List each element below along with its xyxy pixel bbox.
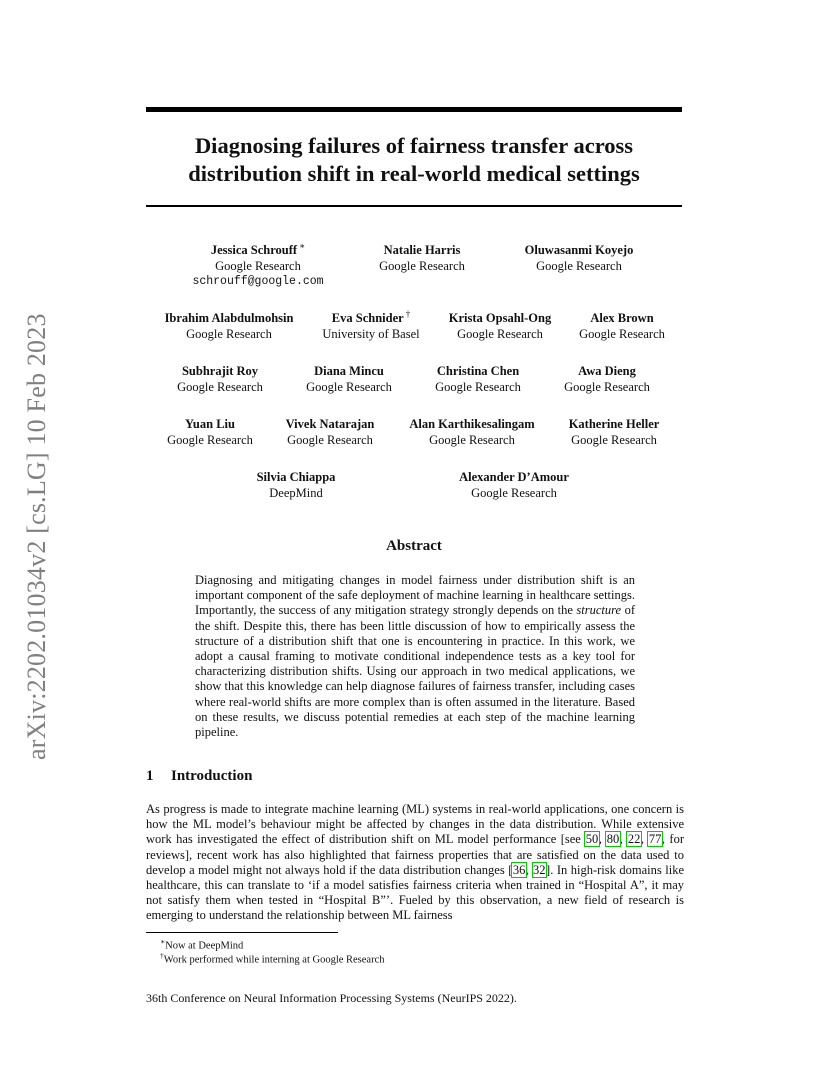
section-heading <box>146 768 252 785</box>
footnote-mark: ∗ <box>160 937 166 946</box>
author-block <box>459 470 569 501</box>
citation-link[interactable]: 32 <box>533 862 546 877</box>
author-name: Oluwasanmi Koyejo <box>524 243 634 257</box>
footnote-text: Work performed while interning at Google Research <box>163 954 385 966</box>
author-block <box>379 243 465 274</box>
section-title: Introduction <box>171 768 253 784</box>
author-name: Eva Schnider <box>331 311 404 325</box>
title-rule-top <box>146 107 682 112</box>
author-affiliation: Google Research <box>215 258 301 273</box>
author-block <box>286 417 375 448</box>
author-email: schrouff@google.com <box>192 275 324 288</box>
abstract-emphasis: structure <box>576 603 622 618</box>
author-affiliation: Google Research <box>429 432 515 447</box>
author-affiliation: Google Research <box>579 326 665 341</box>
title-line: distribution shift in real-world medical settings <box>188 161 640 186</box>
author-name: Yuan Liu <box>185 417 235 431</box>
author-name: Ibrahim Alabdulmohsin <box>164 311 294 325</box>
author-block <box>257 470 336 501</box>
author-affiliation: Google Research <box>167 432 253 447</box>
author-block <box>192 240 324 290</box>
author-affiliation: Google Research <box>457 326 543 341</box>
author-affiliation: Google Research <box>564 379 650 394</box>
abstract-part: of the shift. Despite this, there has been little discussion of how to empirically assess the structure of a distribution shift that one is encountering in practice. In this work, we adopt a causal framing to motivate conditional independence tests as a key tool for characterizing distribution shifts. Using our approach in two medical applications, we show that this knowledge can help diagnose failures of fairness transfer, including cases where real-world shifts are more complex than is often assumed in the literature. Based on these results, we discuss potential remedies at each step of the machine learning pipeline. <box>195 603 635 740</box>
author-name: Krista Opsahl-Ong <box>448 311 552 325</box>
abstract-heading: Abstract <box>386 538 442 554</box>
citation-link[interactable]: 22 <box>627 832 641 847</box>
author-affiliation: Google Research <box>186 326 272 341</box>
author-affiliation: Google Research <box>177 379 263 394</box>
author-affiliation: DeepMind <box>269 485 323 500</box>
author-name: Katherine Heller <box>568 417 660 431</box>
footnote-rule <box>146 932 338 933</box>
author-footnote-mark: ∗ <box>299 240 306 251</box>
footnote-text: Now at DeepMind <box>165 940 244 952</box>
author-name: Awa Dieng <box>578 364 636 378</box>
author-block <box>449 311 551 342</box>
author-name: Subhrajit Roy <box>181 364 259 378</box>
author-block <box>167 417 253 448</box>
author-name: Vivek Natarajan <box>285 417 375 431</box>
author-name: Alex Brown <box>590 311 654 325</box>
title-line: Diagnosing failures of fairness transfer across <box>194 133 634 158</box>
footnote <box>160 949 385 967</box>
author-affiliation: Google Research <box>536 258 622 273</box>
author-block <box>322 308 420 342</box>
author-name: Diana Mincu <box>314 364 384 378</box>
author-affiliation: Google Research <box>306 379 392 394</box>
footnote-mark: † <box>160 951 164 960</box>
intro-text: As progress is made to integrate machine learning (ML) systems in real-world applications, one concern is how the ML model’s behaviour might be affected by changes in the data distribution. While extensive work has investigated the effect of distribution shift on ML model performance [see <box>146 802 684 847</box>
author-name: Jessica Schrouff <box>210 243 298 257</box>
author-name: Natalie Harris <box>383 243 461 257</box>
title-rule-bottom <box>146 205 682 207</box>
abstract-text <box>195 573 635 740</box>
author-block <box>569 417 660 448</box>
citation-link[interactable]: 77 <box>648 832 662 847</box>
author-affiliation: Google Research <box>435 379 521 394</box>
author-name: Alan Karthikesalingam <box>409 417 535 431</box>
author-block <box>306 364 392 395</box>
author-affiliation: University of Basel <box>322 326 420 341</box>
citation-link[interactable]: 50 <box>585 832 599 847</box>
author-block <box>579 311 665 342</box>
author-affiliation: Google Research <box>287 432 373 447</box>
author-block <box>165 311 294 342</box>
author-affiliation: Google Research <box>571 432 657 447</box>
section-number: 1 <box>146 768 154 784</box>
citation-link[interactable]: 80 <box>606 832 620 847</box>
author-affiliation: Google Research <box>379 258 465 273</box>
abstract-part: Diagnosing and mitigating changes in model fairness under distribution shift is an important component of the safe deployment of machine learning in healthcare settings. Importantly, the success of any mitigation strategy strongly depends on the <box>195 573 635 618</box>
intro-text: . In high-risk domains like healthcare, this can translate to ‘if a model satisfies fairness criteria when trained in “Hospital A”, it may not satisfy them when tested in “Hospital B”’. Fueled by this observation, a new field of research is emerging to understand the relationship between ML fairness <box>146 862 685 923</box>
author-block <box>177 364 263 395</box>
introduction-paragraph: As progress is made to integrate machine learning (ML) systems in real-world applications, one concern is how the ML model’s behaviour might be affected by changes in the data distribution. While extensive work has investigated the effect of distribution shift on ML model performance [see 50, 80, 22, 77, for reviews], recent work has also highlighted that fairness properties that are satisfied on the data used to develop a model might not always hold if the data distribution changes [36, 32]. In high-risk domains like healthcare, this can translate to ‘if a model satisfies fairness criteria when trained in “Hospital A”, it may not satisfy them when tested in “Hospital B”’. Fueled by this observation, a new field of research is emerging to understand the relationship between ML fairness <box>146 802 685 923</box>
author-affiliation: Google Research <box>471 485 557 500</box>
author-name: Alexander D’Amour <box>459 470 569 484</box>
paper-title <box>146 132 682 188</box>
author-name: Christina Chen <box>436 364 520 378</box>
author-block <box>435 364 521 395</box>
author-footnote-mark: † <box>405 308 411 319</box>
author-block <box>409 417 534 448</box>
author-block <box>564 364 650 395</box>
conference-note: 36th Conference on Neural Information Processing Systems (NeurIPS 2022). <box>146 991 517 1005</box>
arxiv-identifier: arXiv:2202.01034v2 [cs.LG] 10 Feb 2023 <box>22 313 51 760</box>
author-name: Silvia Chiappa <box>256 470 336 484</box>
author-block <box>525 243 634 274</box>
intro-text: for reviews], recent work has also highlighted that fairness properties that are satisfied on the data used to develop a model might not always hold if the data distribution changes <box>146 832 685 877</box>
citation-link[interactable]: 36 <box>512 862 526 877</box>
